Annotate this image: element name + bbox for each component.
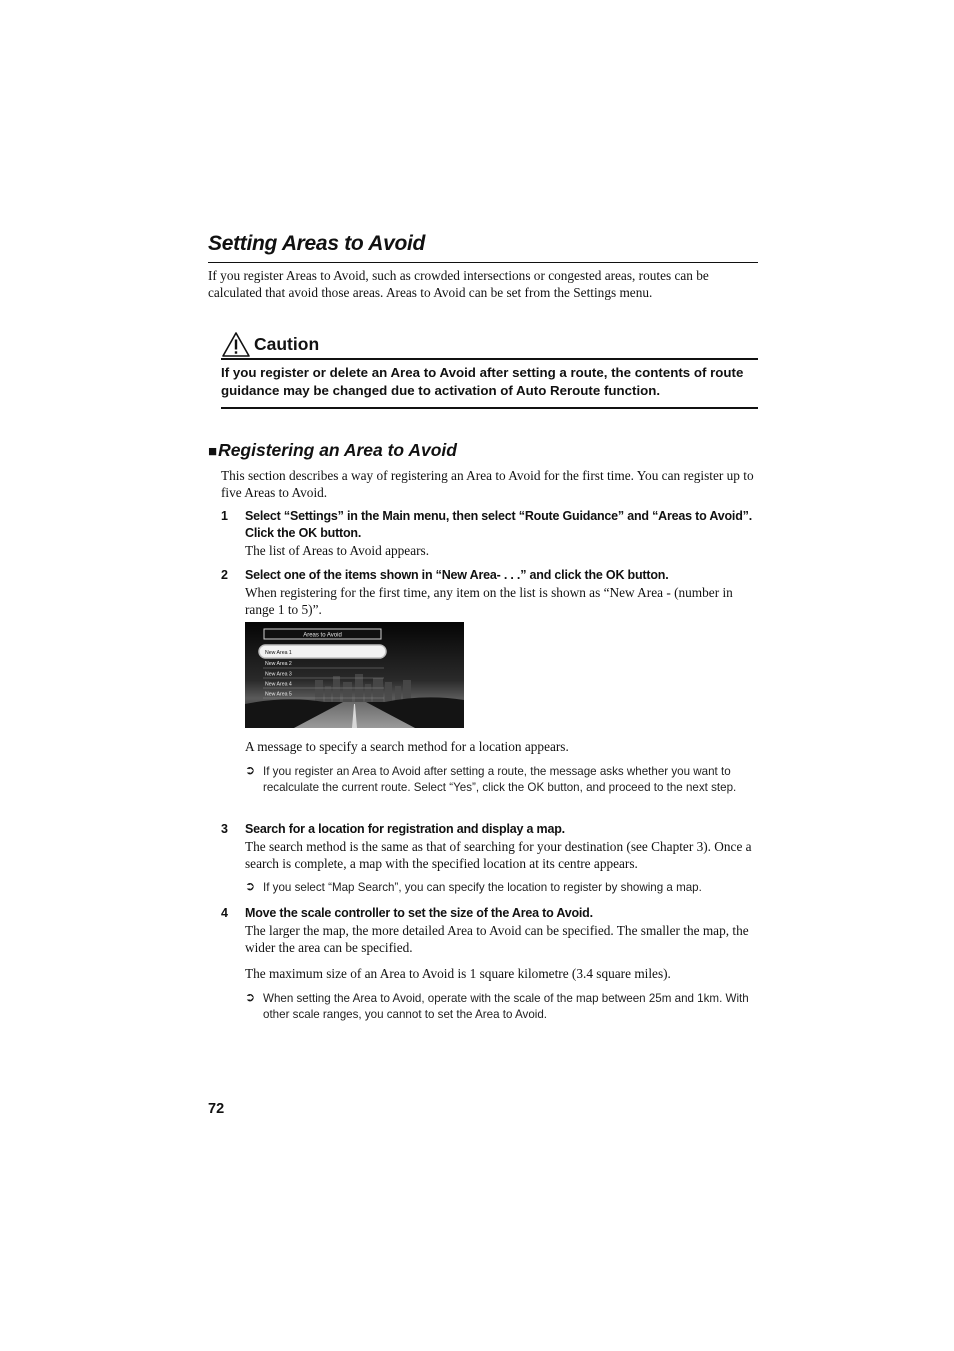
step-2-note: If you register an Area to Avoid after setting a route, the message asks whether you want to recalculate the current route. Select “Yes”, click the OK button, and proceed to the next step.	[263, 765, 737, 794]
screen-item-1: New Area 1	[265, 650, 292, 656]
step-3-note: If you select “Map Search”, you can specify the location to register by showing a map.	[263, 881, 702, 894]
caution-divider-bottom	[221, 407, 758, 409]
arrow-note-icon: ➲	[245, 763, 256, 777]
step-1-heading: Select “Settings” in the Main menu, then select “Route Guidance” and “Areas to Avoid”. Click the OK button.	[245, 509, 752, 540]
arrow-note-icon: ➲	[245, 990, 256, 1004]
step-4-heading: Move the scale controller to set the size of the Area to Avoid.	[245, 906, 593, 920]
intro-paragraph: If you register Areas to Avoid, such as crowded intersections or congested areas, routes can be calculated that avoid those areas. Areas to Avoid can be set from the Settings menu.	[208, 268, 709, 300]
caution-divider-top	[221, 358, 758, 360]
screen-item-4: New Area 4	[265, 681, 292, 688]
step-2-text: When registering for the first time, any item on the list is shown as “New Area - (number in range 1 to 5)”.	[245, 585, 733, 617]
arrow-note-icon: ➲	[245, 879, 256, 893]
screen-item-5: New Area 5	[265, 691, 292, 698]
step-4-note: When setting the Area to Avoid, operate with the scale of the map between 25m and 1km. With other scale ranges, you cannot to set the Area to Avoid.	[263, 992, 749, 1021]
section-heading	[208, 440, 457, 461]
page-number: 72	[208, 1101, 225, 1117]
page-title: Setting Areas to Avoid	[208, 232, 426, 255]
section-intro: This section describes a way of registering an Area to Avoid for the first time. You can register up to five Areas to Avoid.	[221, 468, 754, 500]
step-2-number: 2	[221, 568, 228, 582]
warning-triangle-icon	[221, 331, 251, 358]
screen-item-2: New Area 2	[265, 661, 292, 667]
step-3-heading: Search for a location for registration and display a map.	[245, 822, 565, 836]
section-heading-text: Registering an Area to Avoid	[218, 440, 457, 460]
screen-item-3: New Area 3	[265, 671, 292, 678]
step-4-text: The larger the map, the more detailed Area to Avoid can be specified. The smaller the map, the wider the area can be specified.	[245, 923, 749, 955]
caution-label: Caution	[254, 334, 320, 354]
step-2-after-text: A message to specify a search method for a location appears.	[245, 739, 569, 754]
section-bullet: ■	[208, 443, 218, 460]
step-4-text-2: The maximum size of an Area to Avoid is 1 square kilometre (3.4 square miles).	[245, 966, 671, 981]
screen-title: Areas to Avoid	[303, 632, 342, 639]
step-4-number: 4	[221, 906, 228, 920]
step-3-text: The search method is the same as that of searching for your destination (see Chapter 3). Once a search is complete, a map with the specified location at its centre appears.	[245, 839, 752, 871]
step-1-number: 1	[221, 509, 228, 523]
title-divider	[208, 262, 758, 263]
caution-text: If you register or delete an Area to Avoid after setting a route, the contents of route guidance may be changed due to activation of Auto Reroute function.	[221, 365, 744, 398]
step-1-text: The list of Areas to Avoid appears.	[245, 543, 430, 558]
step-3-number: 3	[221, 822, 228, 836]
areas-to-avoid-screen	[245, 622, 464, 728]
step-2-heading: Select one of the items shown in “New Area- . . .” and click the OK button.	[245, 568, 669, 582]
